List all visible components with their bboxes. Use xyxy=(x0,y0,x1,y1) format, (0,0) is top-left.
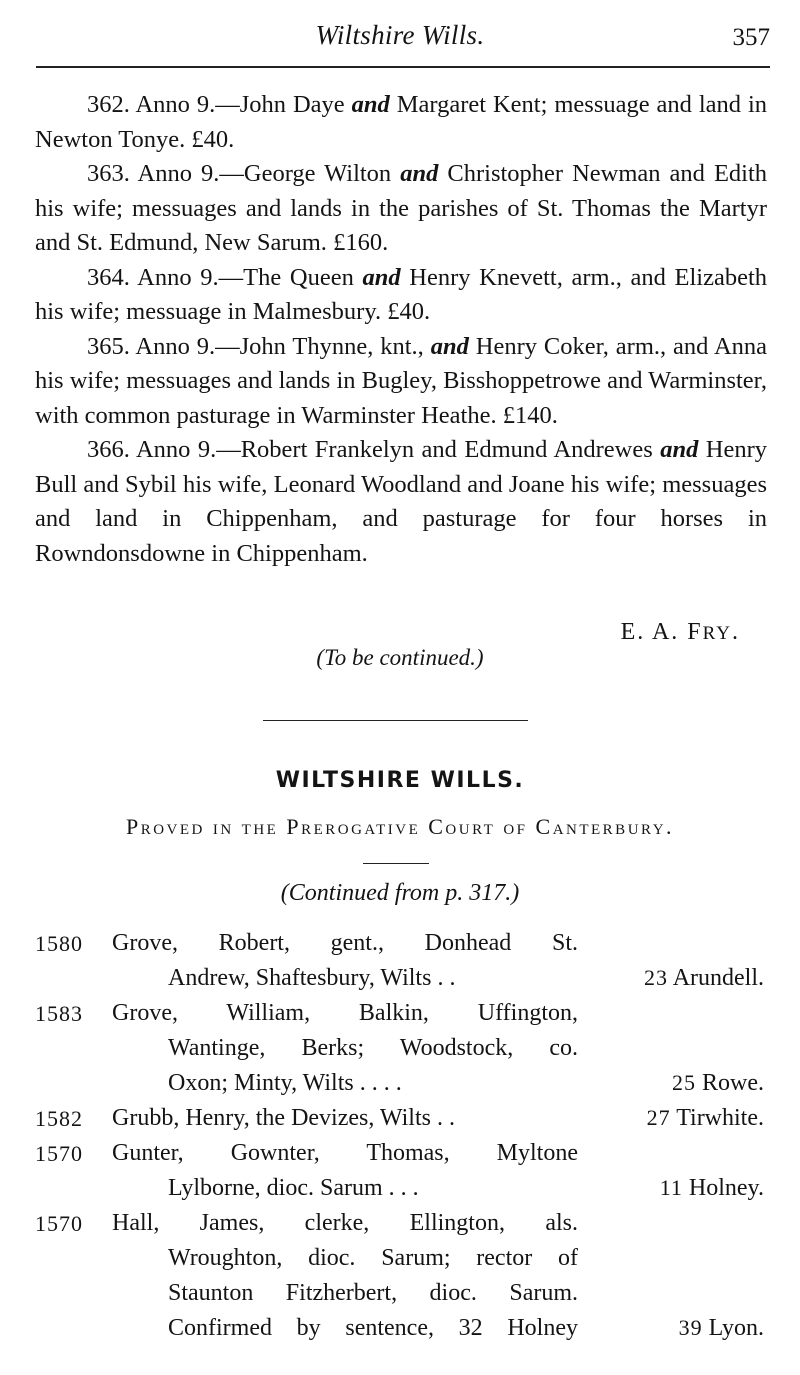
will-ref-number: 23 xyxy=(644,965,668,990)
entry-conjunction: and xyxy=(430,332,469,360)
will-ref-number: 39 xyxy=(678,1315,703,1340)
entry-number: 364. xyxy=(87,263,130,291)
entry-conjunction: and xyxy=(660,436,699,463)
to-be-continued-note: (To be continued.) xyxy=(316,645,484,670)
will-entry xyxy=(35,926,770,996)
will-line: Confirmed by sentence, 32 Holney xyxy=(168,1315,578,1341)
will-line: Hall, James, clerke, Ellington, als. xyxy=(112,1210,578,1236)
will-line: Wroughton, dioc. Sarum; rector of xyxy=(168,1245,578,1271)
will-description xyxy=(112,1136,578,1206)
entry-number: 362. xyxy=(87,91,130,118)
will-description xyxy=(112,1101,578,1136)
entry-conjunction: and xyxy=(362,263,401,291)
will-ref-name: Lyon. xyxy=(708,1315,764,1341)
will-reference xyxy=(679,1310,764,1346)
will-line: Grove, Robert, gent., Donhead St. xyxy=(112,930,578,956)
entry-text: Henry Bull and Sybil his wife, Leonard Woodland and Joane his wife; messuages and land in Chippenham, and pasturage for four horses in Rowndonsdowne in Chippenham. xyxy=(35,436,767,567)
header-rule xyxy=(36,66,770,68)
signature-surname: RY xyxy=(702,623,732,644)
will-line: Grubb, Henry, the Devizes, Wilts . . xyxy=(112,1105,455,1131)
entry-amount: £40. xyxy=(387,298,431,325)
entry-lead: Anno 9.—The Queen xyxy=(137,263,354,291)
will-line: Andrew, Shaftesbury, Wilts . . xyxy=(168,965,456,991)
entry-lead: Anno 9.—Robert Frankelyn and Edmund Andrewes xyxy=(135,436,653,463)
will-line: Wantinge, Berks; Woodstock, co. xyxy=(168,1035,578,1061)
fine-entry xyxy=(35,88,767,157)
entry-amount: £140. xyxy=(502,401,558,429)
fine-entry xyxy=(35,157,767,261)
section-separator-rule xyxy=(263,720,528,721)
author-signature xyxy=(621,619,740,646)
will-line: Lylborne, dioc. Sarum . . . xyxy=(168,1175,419,1201)
page-number: 357 xyxy=(732,24,770,51)
entry-number: 366. xyxy=(87,436,130,463)
entry-amount: £160. xyxy=(333,229,389,256)
fine-entry xyxy=(35,261,767,330)
will-entry xyxy=(35,996,770,1101)
will-line: Staunton Fitzherbert, dioc. Sarum. xyxy=(168,1280,578,1306)
entry-conjunction: and xyxy=(351,91,390,118)
entry-text: Margaret Kent; messuage and land in Newton Tonye. xyxy=(35,91,768,153)
will-description xyxy=(112,996,578,1101)
fine-entry xyxy=(35,330,767,434)
will-ref-number: 11 xyxy=(659,1175,683,1200)
section-subtitle: Proved in the Prerogative Court of Canterbury. xyxy=(125,814,675,839)
will-description xyxy=(112,926,578,996)
will-year: 1583 xyxy=(35,1001,83,1026)
will-entry xyxy=(35,1206,770,1346)
will-line: Gunter, Gownter, Thomas, Myltone xyxy=(112,1140,578,1166)
will-ref-number: 27 xyxy=(646,1105,671,1130)
fine-entry xyxy=(35,433,767,571)
entry-text: Henry Knevett, arm., and Elizabeth his wife; messuage in Malmesbury. xyxy=(35,263,768,325)
running-head-title: Wiltshire Wills. xyxy=(315,20,485,50)
will-reference xyxy=(647,1100,764,1136)
subtitle-rule xyxy=(363,863,429,864)
will-ref-name: Holney. xyxy=(688,1175,764,1201)
will-reference xyxy=(644,960,764,996)
entry-lead: Anno 9.—John Daye xyxy=(135,91,345,118)
will-year: 1570 xyxy=(35,1211,83,1236)
entry-amount: £40. xyxy=(191,125,235,153)
entry-lead: Anno 9.—George Wilton xyxy=(137,160,392,187)
will-line: Oxon; Minty, Wilts . . . . xyxy=(168,1070,402,1096)
continued-from-note: (Continued from p. 317.) xyxy=(280,880,520,906)
will-ref-name: Tirwhite. xyxy=(676,1105,764,1131)
signature-period: . xyxy=(732,619,740,645)
entry-lead: Anno 9.—John Thynne, knt., xyxy=(135,332,424,360)
section-title: WILTSHIRE WILLS. xyxy=(275,768,525,793)
entry-text: Henry Coker, arm., and Anna his wife; messuages and lands in Bugley, Bisshoppetrowe and Warminster, with common pasturage in Warminster Heathe. xyxy=(35,332,768,429)
entry-conjunction: and xyxy=(400,160,439,187)
signature-initials: E. A. F xyxy=(620,619,703,645)
entry-number: 363. xyxy=(87,160,130,187)
will-year: 1582 xyxy=(35,1106,83,1131)
will-entry xyxy=(35,1136,770,1206)
entry-number: 365. xyxy=(87,332,130,360)
wills-list xyxy=(35,926,770,1346)
entry-text: Christopher Newman and Edith his wife; messuages and lands in the parishes of St. Thomas the Martyr and St. Edmund, New Sarum. xyxy=(35,160,768,256)
will-year: 1580 xyxy=(35,931,83,956)
will-line: Grove, William, Balkin, Uffington, xyxy=(112,1000,578,1026)
will-year: 1570 xyxy=(35,1141,83,1166)
will-description xyxy=(112,1206,578,1346)
will-reference xyxy=(672,1065,764,1101)
fines-list xyxy=(35,88,767,571)
will-ref-number: 25 xyxy=(672,1070,696,1095)
will-ref-name: Arundell. xyxy=(672,965,764,991)
will-ref-name: Rowe. xyxy=(702,1070,764,1096)
running-head xyxy=(0,14,800,54)
will-entry xyxy=(35,1101,770,1136)
will-reference xyxy=(660,1170,764,1206)
